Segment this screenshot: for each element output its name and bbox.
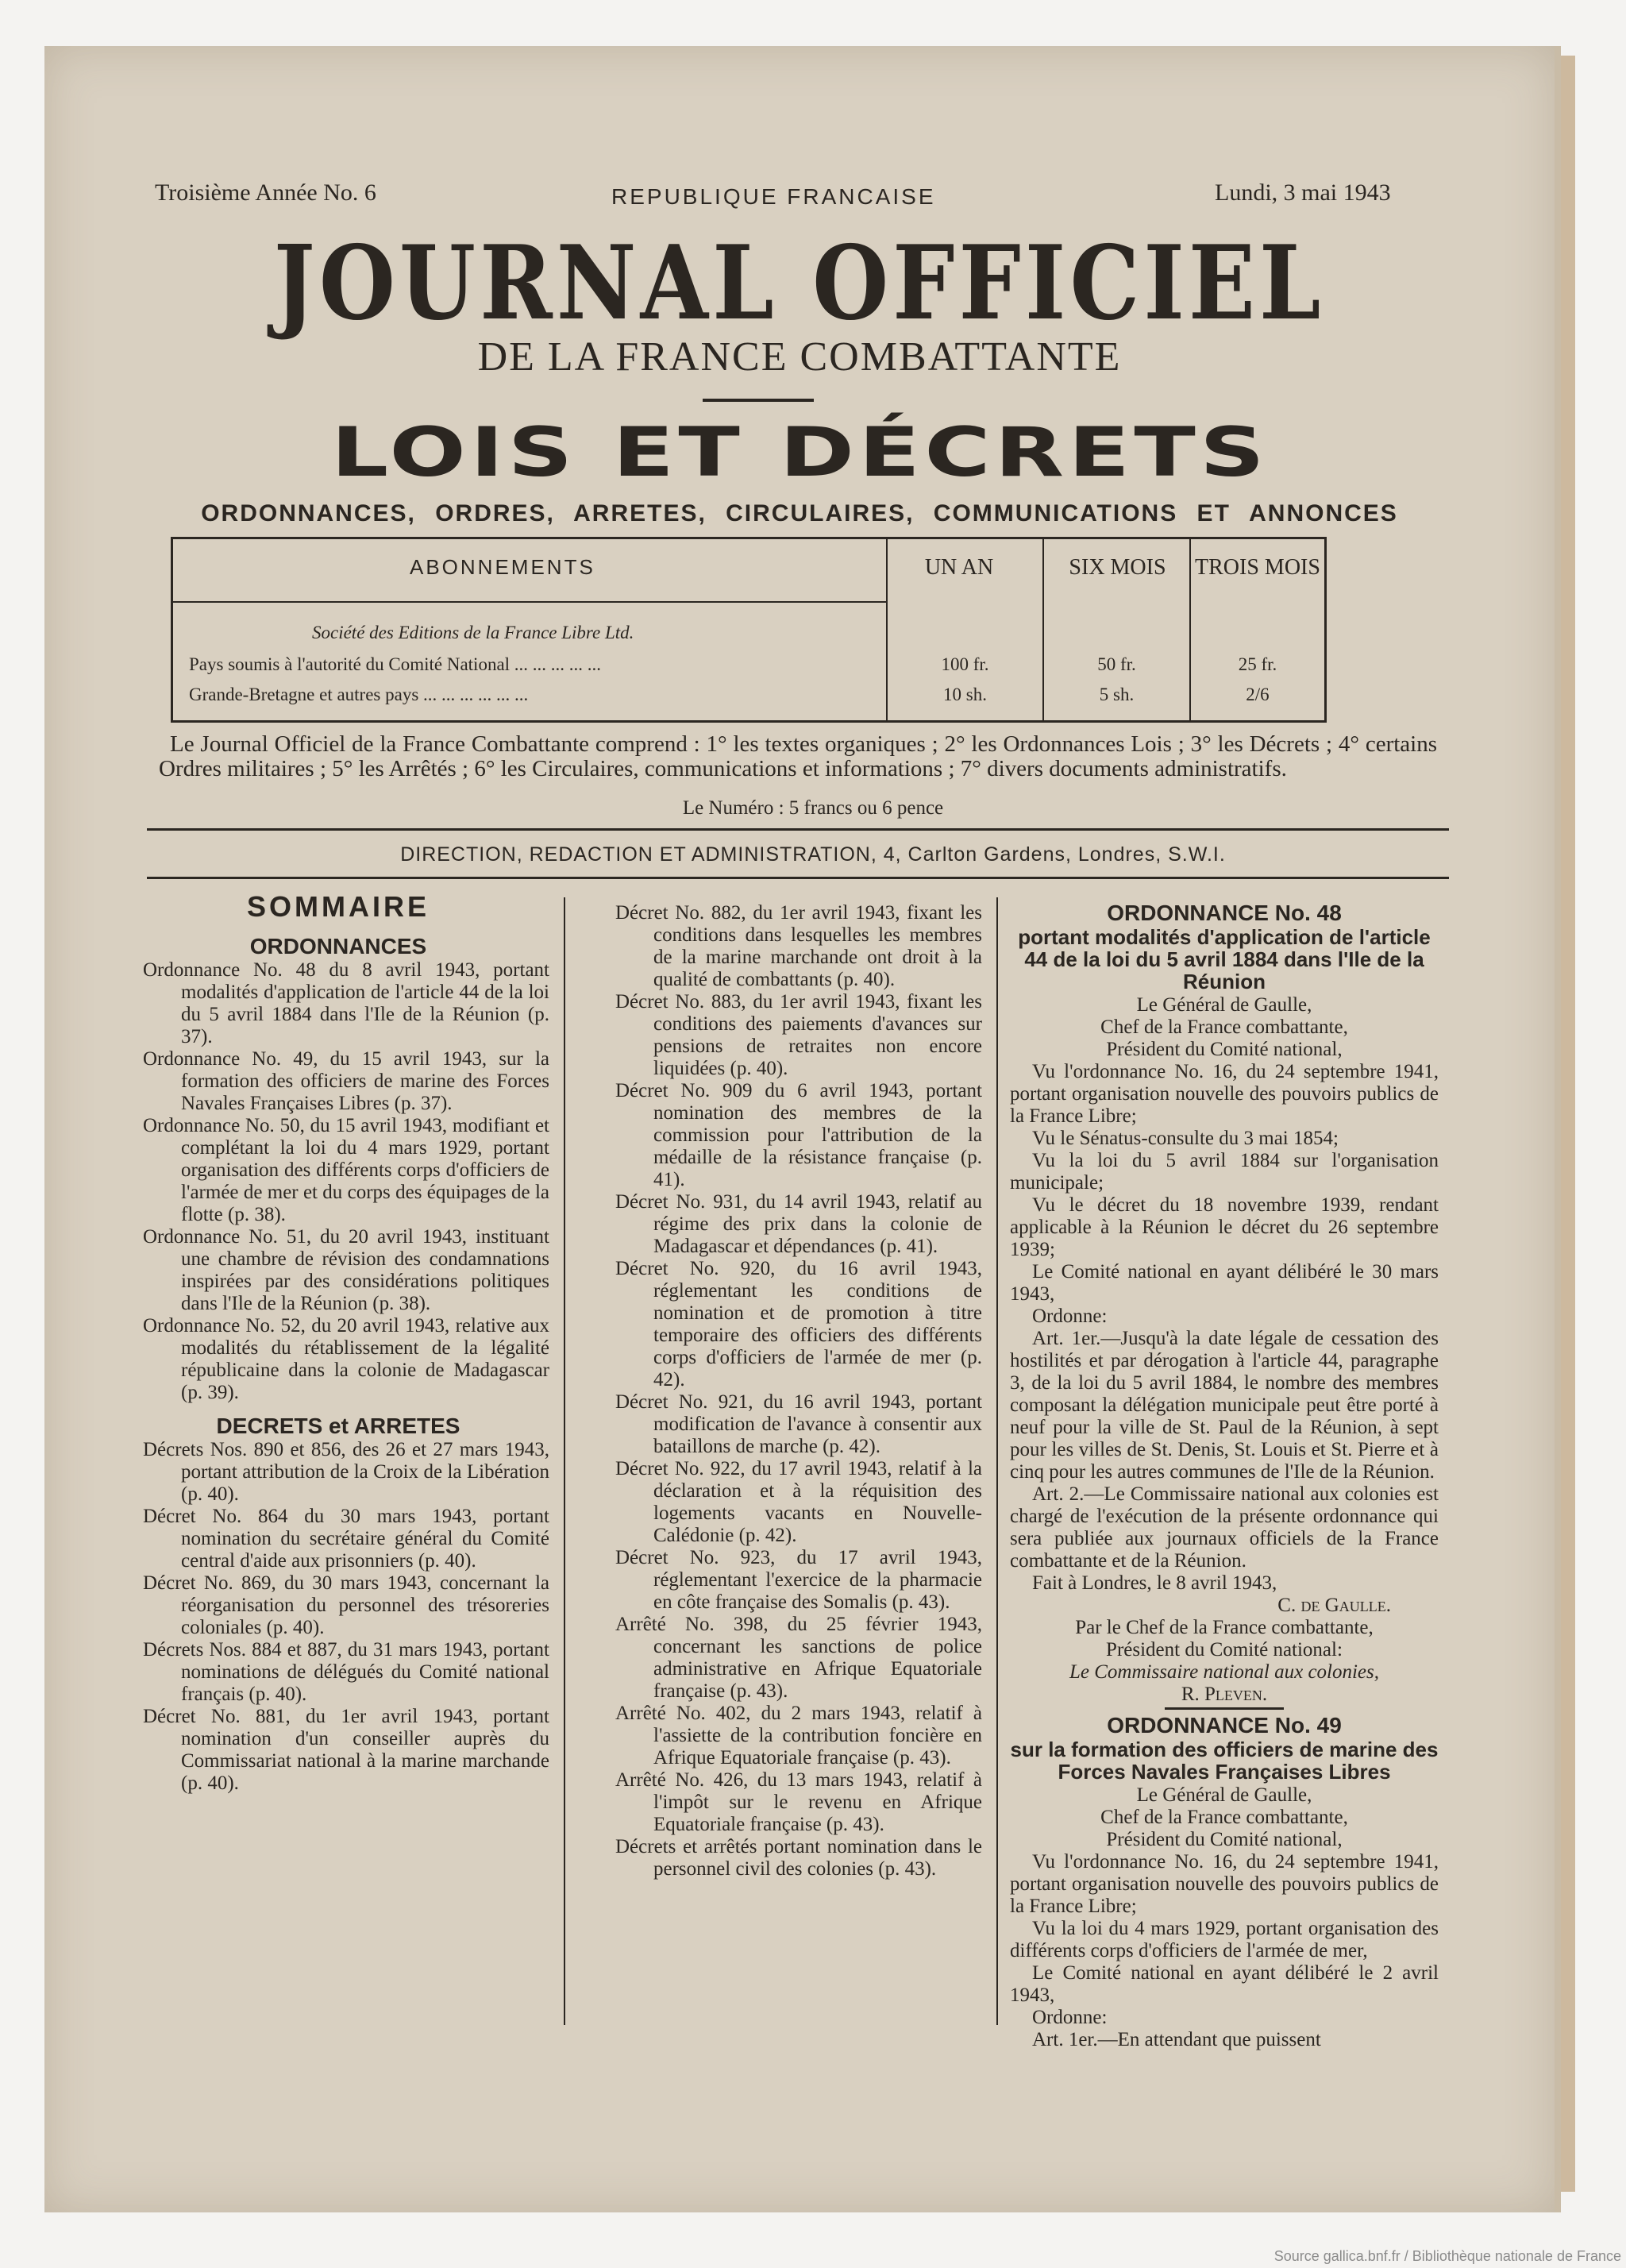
preamble-line: Chef de la France combattante, — [1100, 1016, 1348, 1038]
sommaire-column-2 — [615, 902, 982, 1880]
table-rule — [173, 601, 888, 603]
paragraph: Ordonne: — [1032, 1306, 1108, 1327]
price-cell: 100 fr. — [941, 654, 989, 674]
paragraph: Vu la loi du 4 mars 1929, portant organisation des différents corps d'officiers de l'armée de mer, — [1010, 1918, 1439, 1961]
sommaire-entry: Décrets Nos. 884 et 887, du 31 mars 1943, portant nominations de délégués du Comité national français (p. 40). — [143, 1639, 549, 1705]
preamble-line: Le Général de Gaulle, — [1136, 1784, 1312, 1806]
price-cell: 50 fr. — [1097, 654, 1136, 674]
decrets-heading: DECRETS et ARRETES — [216, 1414, 460, 1438]
sommaire-entry: Décret No. 909 du 6 avril 1943, portant nomination des membres de la commission pour l'attribution de la médaille de la résistance française (p. 41). — [615, 1080, 982, 1190]
sommaire-entry: Ordonnance No. 52, du 20 avril 1943, relative aux modalités du rétablissement de la légalité républicaine dans la colonie de Madagascar (p. 39). — [143, 1315, 549, 1403]
sommaire-entry: Décret No. 881, du 1er avril 1943, portant nomination d'un conseiller auprès du Commissariat national à la marine marchande (p. 40). — [143, 1706, 549, 1794]
sommaire-entry: Ordonnance No. 50, du 15 avril 1943, modifiant et complétant la loi du 4 mars 1929, portant organisation des différents corps d'officiers de l'armée de mer et du corps des équipages de la flotte (p. 38). — [143, 1115, 549, 1225]
commissaire-signature: R. Pleven. — [1181, 1684, 1268, 1705]
page-edge — [1561, 56, 1575, 2192]
header-trois-mois: TROIS MOIS — [1195, 555, 1320, 580]
sommaire-entry: Décret No. 921, du 16 avril 1943, portant modification de l'avance à consentir aux bataillons de marche (p. 42). — [615, 1391, 982, 1457]
price-cell: 2/6 — [1246, 685, 1270, 704]
ordonnance-48-title: ORDONNANCE No. 48 — [1107, 901, 1342, 925]
sommaire-entry: Décret No. 869, du 30 mars 1943, concernant la réorganisation du personnel des trésoreries coloniales (p. 40). — [143, 1572, 549, 1638]
contents-line: ORDONNANCES, ORDRES, ARRETES, CIRCULAIRES, COMMUNICATIONS ET ANNONCES — [201, 500, 1398, 526]
sommaire-entry: Ordonnance No. 51, du 20 avril 1943, instituant une chambre de révision des condamnations inspirées par des considérations politiques dans l'Ile de la Réunion (p. 38). — [143, 1226, 549, 1314]
paragraph: Vu l'ordonnance No. 16, du 24 septembre 1941, portant organisation nouvelle des pouvoirs publics de la France Libre; — [1010, 1851, 1439, 1917]
paragraph: Art. 1er.—Jusqu'à la date légale de cessation des hostilités et par dérogation à l'article 44, paragraphe 3, de la loi du 5 avril 1884, le nombre des membres composant la délégation municipale peut être porté à neuf pour la ville de St. Paul de la Réunion, à sept pour les villes de St. Denis, St. Louis et St. Pierre et à cinq pour les autres communes de l'Ile de la Réunion. — [1010, 1328, 1439, 1483]
sommaire-entry: Ordonnance No. 49, du 15 avril 1943, sur la formation des officiers de marine des Forces Navales Françaises Libres (p. 37). — [143, 1048, 549, 1114]
price-cell: 10 sh. — [943, 685, 987, 704]
sommaire-entry: Arrêté No. 426, du 13 mars 1943, relatif à l'impôt sur le revenu en Afrique Equatoriale française (p. 43). — [615, 1769, 982, 1835]
column-divider — [564, 897, 565, 2025]
issue-number: Troisième Année No. 6 — [155, 179, 376, 206]
source-credit: Source gallica.bnf.fr / Bibliothèque nationale de France — [1273, 2248, 1621, 2264]
republic-label: REPUBLIQUE FRANCAISE — [611, 184, 936, 209]
journal-subtitle: DE LA FRANCE COMBATTANTE — [477, 334, 1122, 380]
paragraph: Vu l'ordonnance No. 16, du 24 septembre 1941, portant organisation nouvelle des pouvoirs publics de la France Libre; — [1010, 1061, 1439, 1127]
par-line: Par le Chef de la France combattante, — [1075, 1617, 1374, 1638]
sommaire-entry: Décret No. 923, du 17 avril 1943, réglementant l'exercice de la pharmacie en côte française des Somalis (p. 43). — [615, 1547, 982, 1613]
rule — [147, 877, 1449, 879]
header-abonnements: ABONNEMENTS — [410, 555, 595, 579]
ordonnance-column — [1010, 897, 1439, 2051]
column-divider — [996, 897, 998, 2025]
sommaire-entry: Décret No. 882, du 1er avril 1943, fixant les conditions dans lesquelles les membres de la marine marchande ont droit à la qualité de combattants (p. 40). — [615, 902, 982, 990]
journal-title: JOURNAL OFFICIEL — [274, 224, 1325, 343]
par-line: Président du Comité national: — [1106, 1639, 1343, 1660]
sommaire-column — [143, 890, 549, 1795]
section-title: LOIS ET DÉCRETS — [330, 413, 1269, 492]
sommaire-entry: Décret No. 920, du 16 avril 1943, réglementant les conditions de nomination et de promotion à titre temporaire des officiers des différents corps d'officiers de l'armée de mer (p. 42). — [615, 1258, 982, 1390]
preamble-line: Le Général de Gaulle, — [1136, 994, 1312, 1016]
separator-rule — [1165, 1707, 1284, 1710]
paragraph: Ordonne: — [1032, 2007, 1108, 2028]
row-label: Grande-Bretagne et autres pays ... ... ... ... ... ... — [189, 685, 529, 704]
ordonnance-49-subtitle: sur la formation des officiers de marine des Forces Navales Françaises Libres — [1010, 1738, 1439, 1784]
commissaire: Le Commissaire national aux colonies, — [1069, 1661, 1380, 1683]
paragraph: Fait à Londres, le 8 avril 1943, — [1032, 1572, 1277, 1594]
row-label: Pays soumis à l'autorité du Comité National ... ... ... ... ... — [189, 654, 602, 674]
sommaire-entry: Décret No. 931, du 14 avril 1943, relatif au régime des prix dans la colonie de Madagascar et dépendances (p. 41). — [615, 1191, 982, 1257]
ordonnances-heading: ORDONNANCES — [249, 934, 427, 958]
paragraph: Le Comité national en ayant délibéré le 30 mars 1943, — [1010, 1261, 1439, 1305]
price-cell: 25 fr. — [1238, 654, 1277, 674]
ordonnance-49-title: ORDONNANCE No. 49 — [1107, 1713, 1342, 1738]
price-line: Le Numéro : 5 francs ou 6 pence — [682, 797, 944, 819]
paragraph: Vu le décret du 18 novembre 1939, rendant applicable à la Réunion le décret du 26 septembre 1939; — [1010, 1194, 1439, 1260]
ordonnance-48-subtitle: portant modalités d'application de l'article 44 de la loi du 5 avril 1884 dans l'Ile de la Réunion — [1018, 925, 1431, 993]
paragraph: Art. 2.—Le Commissaire national aux colonies est chargé de l'exécution de la présente ordonnance qui sera publiée aux journaux officiels de la France combattante et de la Réunion. — [1010, 1483, 1439, 1572]
header-six-mois: SIX MOIS — [1069, 555, 1166, 580]
paragraph: Vu la loi du 5 avril 1884 sur l'organisation municipale; — [1010, 1150, 1439, 1194]
publisher: Société des Editions de la France Libre Ltd. — [312, 623, 634, 642]
sommaire-entry: Arrêté No. 402, du 2 mars 1943, relatif à l'assiette de la contribution foncière en Afrique Equatoriale française (p. 43). — [615, 1703, 982, 1768]
issue-date: Lundi, 3 mai 1943 — [1215, 179, 1391, 206]
address-line: DIRECTION, REDACTION ET ADMINISTRATION, 4, Carlton Gardens, Londres, S.W.I. — [400, 843, 1226, 866]
sommaire-entry: Arrêté No. 398, du 25 février 1943, concernant les sanctions de police administrative en Afrique Equatoriale française (p. 43). — [615, 1614, 982, 1702]
header-un-an: UN AN — [924, 555, 994, 580]
rule — [147, 828, 1449, 831]
signature: C. de Gaulle. — [1277, 1595, 1391, 1616]
sommaire-entry: Décrets Nos. 890 et 856, des 26 et 27 mars 1943, portant attribution de la Croix de la Libération (p. 40). — [143, 1439, 549, 1505]
intro-text: Le Journal Officiel de la France Combattante comprend : 1° les textes organiques ; 2° les Ordonnances Lois ; 3° les Décrets ; 4° certains Ordres militaires ; 5° les Arrêtés ; 6° les Circulaires, communications et informations ; 7° divers documents administratifs. — [159, 731, 1437, 781]
subscription-table — [171, 537, 1327, 723]
sommaire-title: SOMMAIRE — [247, 890, 430, 923]
sommaire-entry: Décret No. 883, du 1er avril 1943, fixant les conditions des paiements d'avances sur pensions de retraites non encore liquidées (p. 40). — [615, 991, 982, 1079]
sommaire-entry: Ordonnance No. 48 du 8 avril 1943, portant modalités d'application de l'article 44 de la loi du 5 avril 1884 dans l'Ile de la Réunion (p. 37). — [143, 959, 549, 1047]
paragraph: Vu le Sénatus-consulte du 3 mai 1854; — [1032, 1128, 1339, 1149]
price-cell: 5 sh. — [1099, 685, 1135, 704]
preamble-line: Président du Comité national, — [1106, 1039, 1343, 1060]
masthead-rule — [703, 399, 814, 402]
sommaire-entry: Décrets et arrêtés portant nomination dans le personnel civil des colonies (p. 43). — [615, 1836, 982, 1880]
sommaire-entry: Décret No. 864 du 30 mars 1943, portant nomination du secrétaire général du Comité central d'aide aux prisonniers (p. 40). — [143, 1506, 549, 1572]
paragraph: Art. 1er.—En attendant que puissent — [1032, 2029, 1321, 2050]
preamble-line: Président du Comité national, — [1106, 1829, 1343, 1850]
sommaire-entry: Décret No. 922, du 17 avril 1943, relatif à la déclaration et à la réquisition des logements vacants en Nouvelle-Calédonie (p. 42). — [615, 1458, 982, 1546]
paragraph: Le Comité national en ayant délibéré le 2 avril 1943, — [1010, 1962, 1439, 2006]
preamble-line: Chef de la France combattante, — [1100, 1807, 1348, 1828]
